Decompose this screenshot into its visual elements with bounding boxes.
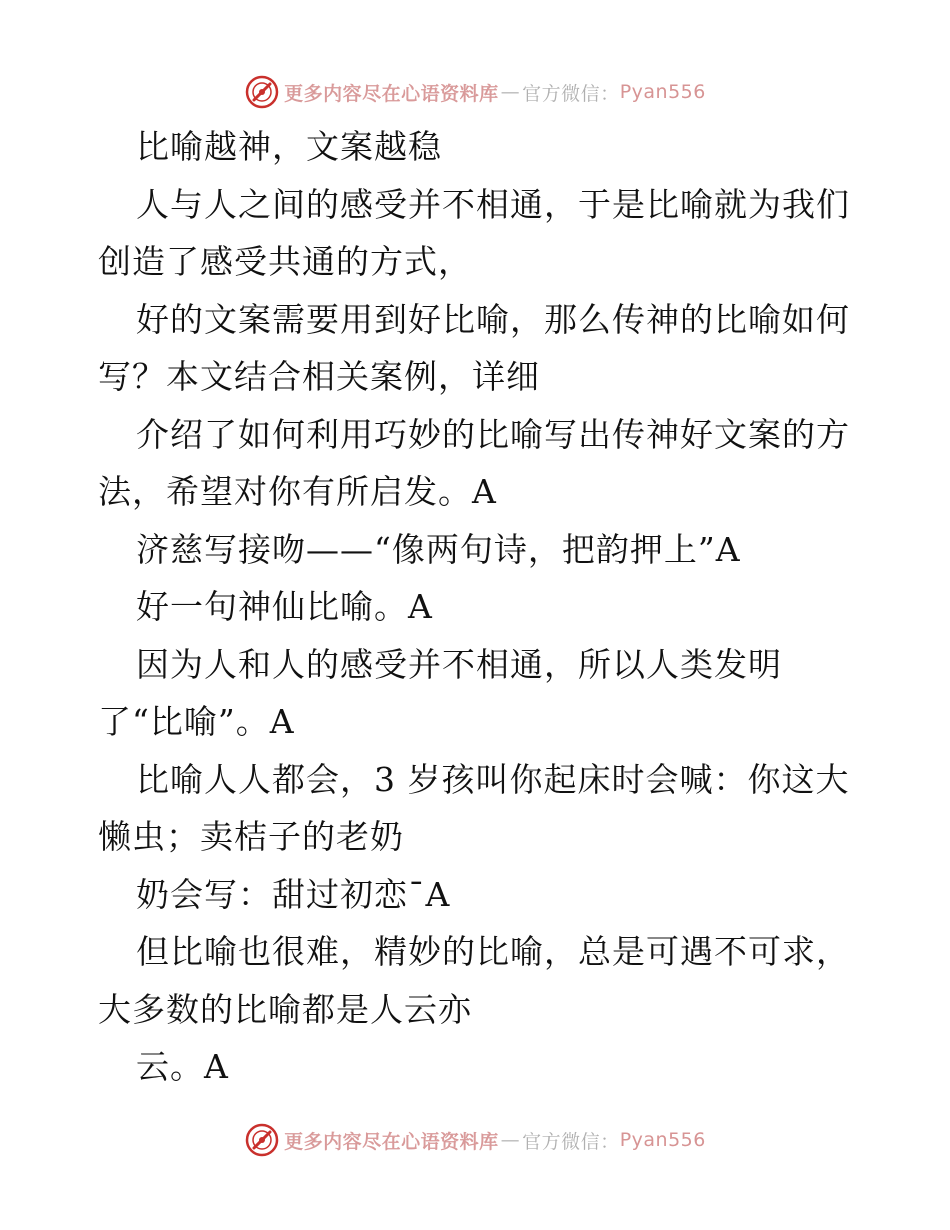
paragraph-line: 比喻越神，文案越稳 [136,127,442,166]
watermark-separator: — [500,1129,521,1151]
logo-seal-icon [244,74,280,110]
paragraph-line: 创造了感受共通的方式， [98,242,472,281]
header-watermark [0,72,950,112]
paragraph-line: 了“比喻”。A [98,702,295,741]
paragraph-line: 比喻人人都会，3 岁孩叫你起床时会喊：你这大 [136,759,850,799]
paragraph-line: 因为人和人的感受并不相通，所以人类发明 [136,644,782,684]
paragraph-line: 懒虫；卖桔子的老奶 [98,817,404,856]
paragraph-line: 但比喻也很难，精妙的比喻，总是可遇不可求， [136,932,850,971]
paragraph-line: 人与人之间的感受并不相通，于是比喻就为我们 [136,184,850,224]
paragraph-line: 好一句神仙比喻。A [136,587,433,626]
paragraph-line: 好的文案需要用到好比喻，那么传神的比喻如何 [136,299,850,339]
logo-seal-icon [244,1122,280,1158]
watermark-text: 更多内容尽在心语资料库 [284,1130,499,1153]
watermark-wechat-label: 官方微信： [522,82,620,105]
document-body [98,118,858,1096]
paragraph-line: 法，希望对你有所启发。A [98,472,497,511]
paragraph-line: 云。A [136,1047,229,1086]
paragraph-line: 大多数的比喻都是人云亦 [98,989,472,1029]
paragraph-line: 奶会写：甜过初恋¯A [136,874,451,914]
watermark-text: 更多内容尽在心语资料库 [284,82,499,105]
paragraph-line: 济慈写接吻——“像两句诗，把韵押上”A [136,529,741,569]
paragraph-line: 介绍了如何利用巧妙的比喻写出传神好文案的方 [136,414,850,454]
watermark-wechat-label: 官方微信： [522,1130,620,1153]
watermark-separator: — [500,81,521,103]
footer-watermark [0,1120,950,1160]
watermark-wechat-id: Pyan556 [619,1129,706,1151]
paragraph-line: 写？本文结合相关案例，详细 [98,357,540,396]
watermark-wechat-id: Pyan556 [619,81,706,103]
